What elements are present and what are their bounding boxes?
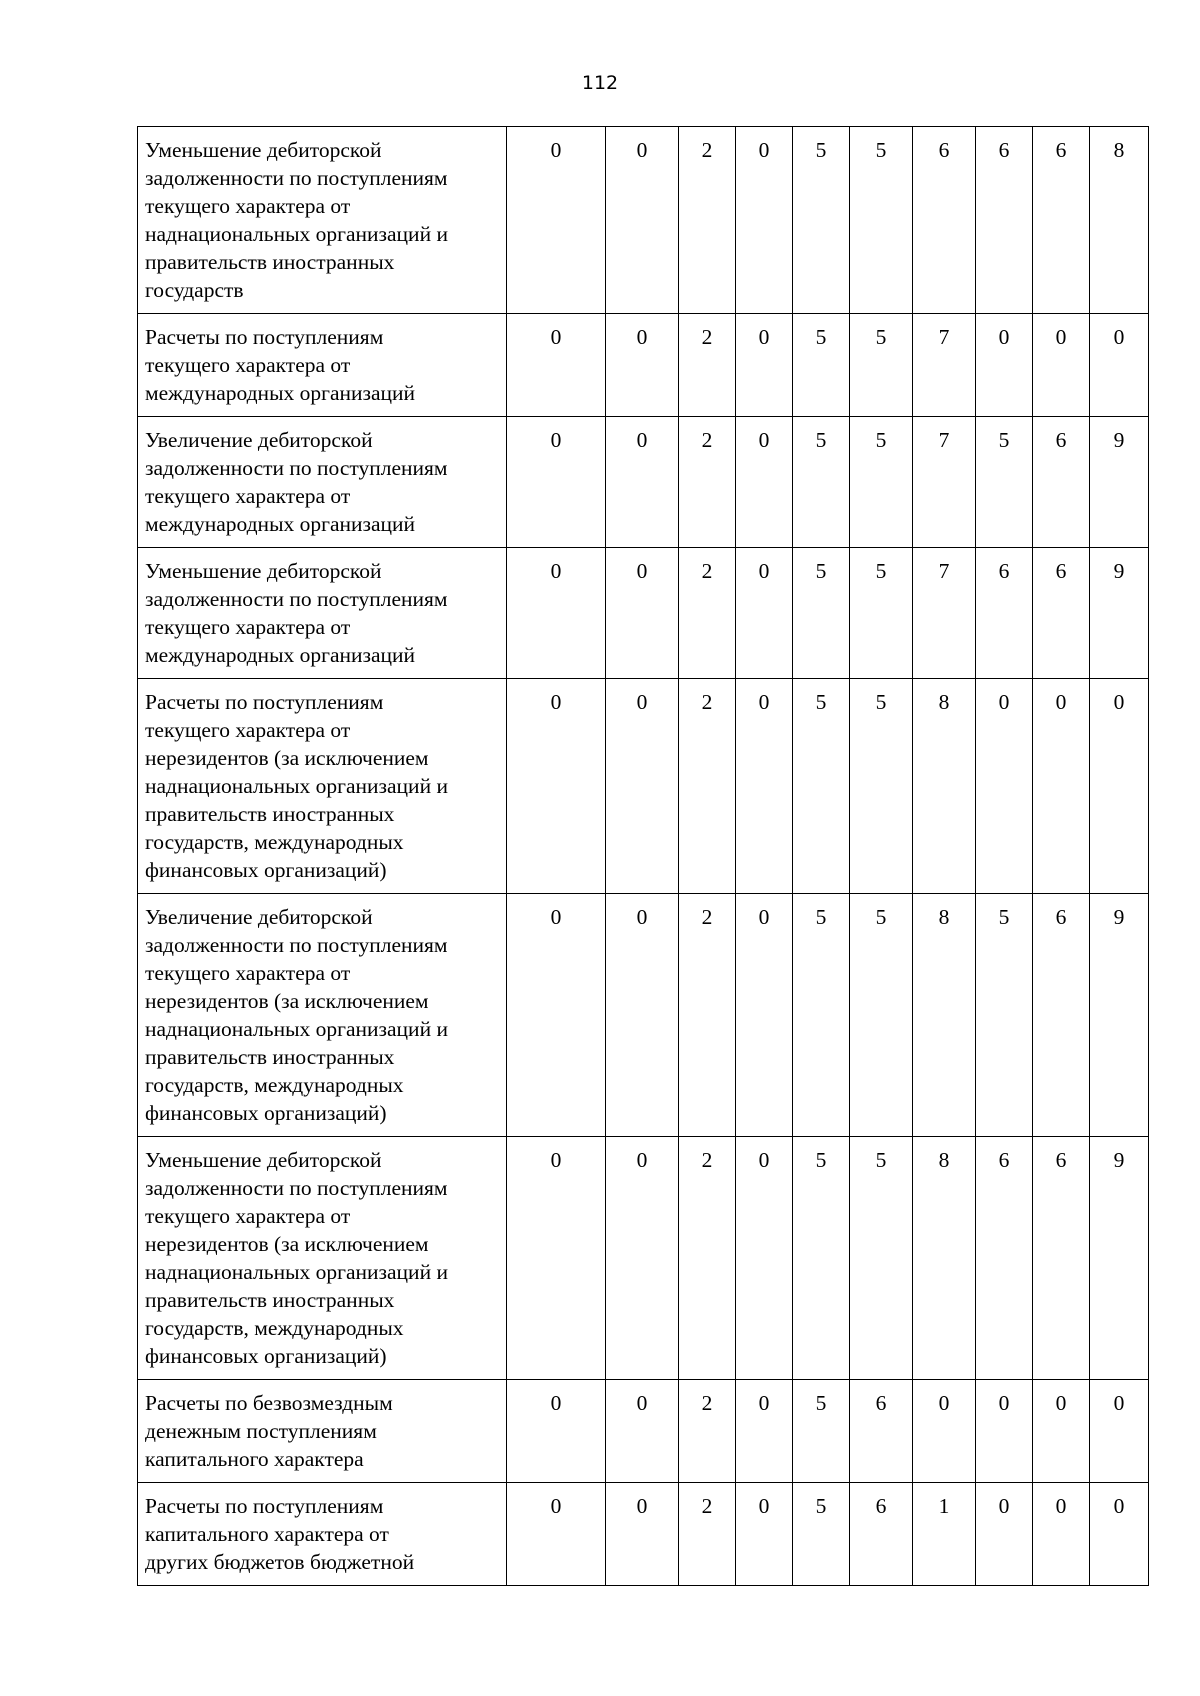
code-digit: 0 xyxy=(1090,1483,1149,1586)
code-digit: 0 xyxy=(606,894,679,1137)
code-digit: 2 xyxy=(679,1483,736,1586)
row-description: Уменьшение дебиторской задолженности по поступлениям текущего характера от международных организаций xyxy=(138,548,507,679)
row-description: Расчеты по поступлениям капитального характера от других бюджетов бюджетной xyxy=(138,1483,507,1586)
table-row xyxy=(138,1483,1149,1586)
code-digit: 5 xyxy=(793,417,850,548)
code-digit: 6 xyxy=(976,127,1033,314)
row-description: Уменьшение дебиторской задолженности по поступлениям текущего характера от наднациональных организаций и правительств иностранных государств xyxy=(138,127,507,314)
code-digit: 0 xyxy=(1090,1380,1149,1483)
code-digit: 8 xyxy=(913,1137,976,1380)
code-digit: 0 xyxy=(976,314,1033,417)
code-digit: 0 xyxy=(736,548,793,679)
code-digit: 6 xyxy=(913,127,976,314)
code-digit: 0 xyxy=(507,127,606,314)
code-digit: 5 xyxy=(976,417,1033,548)
code-digit: 6 xyxy=(1033,127,1090,314)
table-row xyxy=(138,1137,1149,1380)
code-digit: 0 xyxy=(913,1380,976,1483)
code-digit: 9 xyxy=(1090,417,1149,548)
code-digit: 0 xyxy=(736,314,793,417)
row-description: Расчеты по поступлениям текущего характера от нерезидентов (за исключением наднациональных организаций и правительств иностранных государств, международных финансовых организаций) xyxy=(138,679,507,894)
code-digit: 0 xyxy=(507,1483,606,1586)
table-row xyxy=(138,417,1149,548)
code-digit: 0 xyxy=(606,1380,679,1483)
code-digit: 5 xyxy=(793,314,850,417)
code-digit: 0 xyxy=(736,417,793,548)
accounts-table xyxy=(137,126,1149,1586)
code-digit: 5 xyxy=(793,679,850,894)
code-digit: 0 xyxy=(1090,314,1149,417)
code-digit: 7 xyxy=(913,417,976,548)
code-digit: 0 xyxy=(507,314,606,417)
code-digit: 0 xyxy=(1033,1380,1090,1483)
code-digit: 2 xyxy=(679,548,736,679)
code-digit: 0 xyxy=(507,679,606,894)
code-digit: 6 xyxy=(1033,548,1090,679)
code-digit: 5 xyxy=(850,679,913,894)
code-digit: 0 xyxy=(606,127,679,314)
code-digit: 6 xyxy=(1033,894,1090,1137)
code-digit: 0 xyxy=(507,417,606,548)
code-digit: 6 xyxy=(850,1483,913,1586)
code-digit: 2 xyxy=(679,1380,736,1483)
code-digit: 0 xyxy=(507,894,606,1137)
code-digit: 0 xyxy=(507,1137,606,1380)
code-digit: 6 xyxy=(1033,1137,1090,1380)
table-row xyxy=(138,127,1149,314)
code-digit: 6 xyxy=(850,1380,913,1483)
code-digit: 5 xyxy=(850,894,913,1137)
code-digit: 5 xyxy=(793,127,850,314)
code-digit: 0 xyxy=(507,548,606,679)
code-digit: 5 xyxy=(793,1380,850,1483)
code-digit: 0 xyxy=(1090,679,1149,894)
code-digit: 8 xyxy=(913,894,976,1137)
code-digit: 6 xyxy=(1033,417,1090,548)
code-digit: 5 xyxy=(850,548,913,679)
row-description: Расчеты по поступлениям текущего характера от международных организаций xyxy=(138,314,507,417)
row-description: Увеличение дебиторской задолженности по поступлениям текущего характера от международных организаций xyxy=(138,417,507,548)
code-digit: 9 xyxy=(1090,1137,1149,1380)
code-digit: 0 xyxy=(1033,314,1090,417)
code-digit: 0 xyxy=(736,127,793,314)
code-digit: 0 xyxy=(976,1483,1033,1586)
code-digit: 0 xyxy=(606,417,679,548)
code-digit: 5 xyxy=(793,548,850,679)
table-body xyxy=(138,127,1149,1586)
code-digit: 0 xyxy=(736,894,793,1137)
code-digit: 0 xyxy=(606,314,679,417)
table-row xyxy=(138,894,1149,1137)
code-digit: 0 xyxy=(976,1380,1033,1483)
code-digit: 2 xyxy=(679,417,736,548)
code-digit: 7 xyxy=(913,314,976,417)
code-digit: 2 xyxy=(679,894,736,1137)
table-row xyxy=(138,314,1149,417)
row-description: Увеличение дебиторской задолженности по поступлениям текущего характера от нерезидентов (за исключением наднациональных организаций и правительств иностранных государств, международных финансовых организаций) xyxy=(138,894,507,1137)
row-description: Уменьшение дебиторской задолженности по поступлениям текущего характера от нерезидентов (за исключением наднациональных организаций и правительств иностранных государств, международных финансовых организаций) xyxy=(138,1137,507,1380)
code-digit: 5 xyxy=(793,894,850,1137)
table-row xyxy=(138,679,1149,894)
code-digit: 5 xyxy=(793,1483,850,1586)
code-digit: 5 xyxy=(850,1137,913,1380)
code-digit: 2 xyxy=(679,127,736,314)
code-digit: 5 xyxy=(976,894,1033,1137)
code-digit: 7 xyxy=(913,548,976,679)
code-digit: 0 xyxy=(1033,1483,1090,1586)
row-description: Расчеты по безвозмездным денежным поступлениям капитального характера xyxy=(138,1380,507,1483)
code-digit: 5 xyxy=(850,314,913,417)
code-digit: 2 xyxy=(679,314,736,417)
table-row xyxy=(138,548,1149,679)
code-digit: 0 xyxy=(736,1483,793,1586)
code-digit: 0 xyxy=(976,679,1033,894)
code-digit: 0 xyxy=(606,548,679,679)
code-digit: 0 xyxy=(1033,679,1090,894)
code-digit: 6 xyxy=(976,548,1033,679)
code-digit: 0 xyxy=(606,679,679,894)
table-row xyxy=(138,1380,1149,1483)
code-digit: 2 xyxy=(679,1137,736,1380)
code-digit: 1 xyxy=(913,1483,976,1586)
code-digit: 0 xyxy=(606,1483,679,1586)
code-digit: 0 xyxy=(736,679,793,894)
code-digit: 0 xyxy=(736,1380,793,1483)
code-digit: 5 xyxy=(850,127,913,314)
code-digit: 5 xyxy=(850,417,913,548)
code-digit: 0 xyxy=(507,1380,606,1483)
code-digit: 8 xyxy=(913,679,976,894)
code-digit: 0 xyxy=(606,1137,679,1380)
code-digit: 0 xyxy=(736,1137,793,1380)
code-digit: 8 xyxy=(1090,127,1149,314)
code-digit: 2 xyxy=(679,679,736,894)
code-digit: 5 xyxy=(793,1137,850,1380)
code-digit: 9 xyxy=(1090,548,1149,679)
code-digit: 6 xyxy=(976,1137,1033,1380)
code-digit: 9 xyxy=(1090,894,1149,1137)
page-number: 112 xyxy=(581,72,619,94)
